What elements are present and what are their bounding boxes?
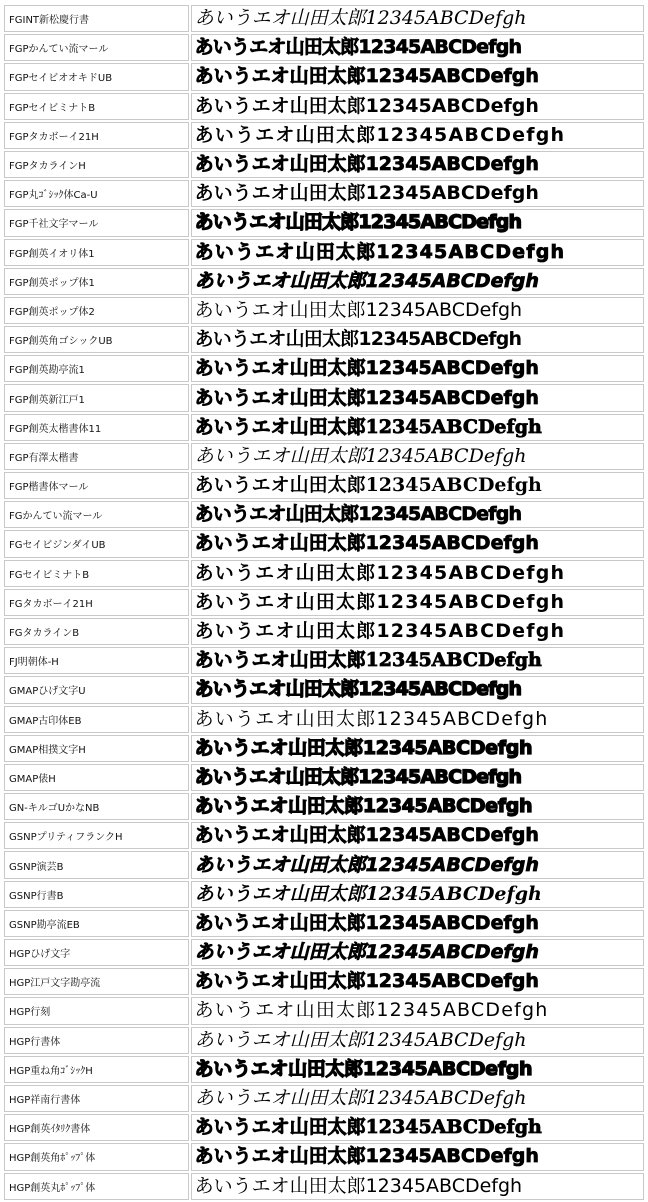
font-name: FGP丸ｺﾞｼｯｸ体Ca-U (4, 180, 189, 207)
font-row (4, 793, 644, 820)
font-row (4, 764, 644, 791)
font-sample-text: あいうエオ山田太郎12345ABCDefgh (191, 735, 644, 762)
font-sample-text: あいうエオ山田太郎12345ABCDefgh (191, 384, 644, 411)
font-row (4, 647, 644, 674)
font-sample-text: あいうエオ山田太郎12345ABCDefgh (191, 1173, 644, 1200)
font-sample-text: あいうエオ山田太郎12345ABCDefgh (191, 239, 644, 266)
font-sample-text: あいうエオ山田太郎12345ABCDefgh (191, 676, 644, 703)
font-name: FGP創英太楷書体11 (4, 414, 189, 441)
font-row (4, 5, 644, 32)
font-row (4, 34, 644, 61)
font-row (4, 209, 644, 236)
font-name: FGセイビジンダイUB (4, 530, 189, 557)
font-sample-text: あいうエオ山田太郎12345ABCDefgh (191, 1114, 644, 1141)
font-row (4, 1056, 644, 1083)
font-name: HGPひげ文字 (4, 939, 189, 966)
font-name: HGP行書体 (4, 1027, 189, 1054)
font-row (4, 881, 644, 908)
font-name: GSNP演芸B (4, 851, 189, 878)
font-sample-text: あいうエオ山田太郎12345ABCDefgh (191, 793, 644, 820)
font-name: GSNP行書B (4, 881, 189, 908)
font-row (4, 618, 644, 645)
font-sample-text: あいうエオ山田太郎12345ABCDefgh (191, 63, 644, 90)
font-row (4, 822, 644, 849)
font-row (4, 1143, 644, 1170)
font-name: FGPタカラインH (4, 151, 189, 178)
font-rows (4, 5, 644, 1200)
font-row (4, 63, 644, 90)
font-name: HGP祥南行書体 (4, 1085, 189, 1112)
font-sample-text: あいうエオ山田太郎12345ABCDefgh (191, 355, 644, 382)
font-sample-text: あいうエオ山田太郎12345ABCDefgh (191, 501, 644, 528)
font-row (4, 122, 644, 149)
font-name: FGP創英ポップ体2 (4, 297, 189, 324)
font-sample-text: あいうエオ山田太郎12345ABCDefgh (191, 706, 644, 733)
font-sample-text: あいうエオ山田太郎12345ABCDefgh (191, 180, 644, 207)
font-sample-text: あいうエオ山田太郎12345ABCDefgh (191, 851, 644, 878)
font-sample-text: あいうエオ山田太郎12345ABCDefgh (191, 151, 644, 178)
font-sample-text: あいうエオ山田太郎12345ABCDefgh (191, 5, 644, 32)
font-sample-text: あいうエオ山田太郎12345ABCDefgh (191, 209, 644, 236)
font-row (4, 472, 644, 499)
font-name: GN-キルゴUかなNB (4, 793, 189, 820)
font-name: FGP創英新江戸1 (4, 384, 189, 411)
font-name: FGP楷書体マール (4, 472, 189, 499)
font-row (4, 997, 644, 1024)
font-sample-text: あいうエオ山田太郎12345ABCDefgh (191, 822, 644, 849)
font-sample-text: あいうエオ山田太郎12345ABCDefgh (191, 34, 644, 61)
font-name: GMAP相撲文字H (4, 735, 189, 762)
font-sample-text: あいうエオ山田太郎12345ABCDefgh (191, 297, 644, 324)
font-sample-text: あいうエオ山田太郎12345ABCDefgh (191, 1085, 644, 1112)
font-name: FGPかんてい流マール (4, 34, 189, 61)
font-name: HGP創英ｲﾀﾘｸ書体 (4, 1114, 189, 1141)
font-name: HGP重ね角ｺﾞｼｯｸH (4, 1056, 189, 1083)
font-name: GMAPひげ文字U (4, 676, 189, 703)
font-row (4, 676, 644, 703)
font-row (4, 297, 644, 324)
font-row (4, 939, 644, 966)
font-sample-text: あいうエオ山田太郎12345ABCDefgh (191, 647, 644, 674)
font-row (4, 151, 644, 178)
font-name: FGPタカボーイ21H (4, 122, 189, 149)
font-row (4, 530, 644, 557)
font-row (4, 1173, 644, 1200)
font-sample-text: あいうエオ山田太郎12345ABCDefgh (191, 968, 644, 995)
font-name: GMAP古印体EB (4, 706, 189, 733)
font-row (4, 326, 644, 353)
font-name: HGP行刻 (4, 997, 189, 1024)
font-sample-text: あいうエオ山田太郎12345ABCDefgh (191, 93, 644, 120)
font-sample-text: あいうエオ山田太郎12345ABCDefgh (191, 530, 644, 557)
font-name: FJ明朝体-H (4, 647, 189, 674)
font-row (4, 560, 644, 587)
font-name: FGタカラインB (4, 618, 189, 645)
font-name: FGP創英角ゴシックUB (4, 326, 189, 353)
font-sample-text: あいうエオ山田太郎12345ABCDefgh (191, 560, 644, 587)
font-sample-text: あいうエオ山田太郎12345ABCDefgh (191, 881, 644, 908)
font-row (4, 239, 644, 266)
font-sample-text: あいうエオ山田太郎12345ABCDefgh (191, 414, 644, 441)
font-sample-text: あいうエオ山田太郎12345ABCDefgh (191, 472, 644, 499)
font-row (4, 501, 644, 528)
font-name: FGかんてい流マール (4, 501, 189, 528)
font-name: FGPセイビミナトB (4, 93, 189, 120)
font-name: FGP創英ポップ体1 (4, 268, 189, 295)
font-name: GSNP勘亭流EB (4, 910, 189, 937)
font-sample-text: あいうエオ山田太郎12345ABCDefgh (191, 1027, 644, 1054)
font-sample-text: あいうエオ山田太郎12345ABCDefgh (191, 1056, 644, 1083)
font-name: FGPセイビオオキドUB (4, 63, 189, 90)
font-row (4, 1114, 644, 1141)
font-row (4, 355, 644, 382)
font-row (4, 414, 644, 441)
font-row (4, 268, 644, 295)
font-row (4, 93, 644, 120)
font-row (4, 735, 644, 762)
font-name: FGタカボーイ21H (4, 589, 189, 616)
font-sample-text: あいうエオ山田太郎12345ABCDefgh (191, 997, 644, 1024)
font-name: FGP創英イオリ体1 (4, 239, 189, 266)
font-name: GMAP俵H (4, 764, 189, 791)
font-name: FGP創英勘亭流1 (4, 355, 189, 382)
font-sample-text: あいうエオ山田太郎12345ABCDefgh (191, 939, 644, 966)
font-row (4, 706, 644, 733)
font-sample-text: あいうエオ山田太郎12345ABCDefgh (191, 589, 644, 616)
font-row (4, 851, 644, 878)
font-row (4, 384, 644, 411)
font-row (4, 1085, 644, 1112)
font-sample-text: あいうエオ山田太郎12345ABCDefgh (191, 268, 644, 295)
font-name: GSNPプリティフランクH (4, 822, 189, 849)
font-sample-text: あいうエオ山田太郎12345ABCDefgh (191, 1143, 644, 1170)
font-name: HGP創英角ﾎﾟｯﾌﾟ体 (4, 1143, 189, 1170)
font-name: FGINT新松慶行書 (4, 5, 189, 32)
font-name: HGP創英丸ﾎﾟｯﾌﾟ体 (4, 1173, 189, 1200)
font-sample-text: あいうエオ山田太郎12345ABCDefgh (191, 764, 644, 791)
font-row (4, 443, 644, 470)
font-row (4, 910, 644, 937)
font-sample-text: あいうエオ山田太郎12345ABCDefgh (191, 122, 644, 149)
font-row (4, 1027, 644, 1054)
font-sample-text: あいうエオ山田太郎12345ABCDefgh (191, 910, 644, 937)
font-row (4, 589, 644, 616)
font-sample-text: あいうエオ山田太郎12345ABCDefgh (191, 326, 644, 353)
font-row (4, 180, 644, 207)
font-row (4, 968, 644, 995)
font-sample-text: あいうエオ山田太郎12345ABCDefgh (191, 443, 644, 470)
font-name: FGセイビミナトB (4, 560, 189, 587)
font-name: FGP千社文字マール (4, 209, 189, 236)
font-sample-table (2, 3, 646, 1202)
font-name: FGP有澤太楷書 (4, 443, 189, 470)
font-sample-text: あいうエオ山田太郎12345ABCDefgh (191, 618, 644, 645)
font-name: HGP江戸文字勘亭流 (4, 968, 189, 995)
